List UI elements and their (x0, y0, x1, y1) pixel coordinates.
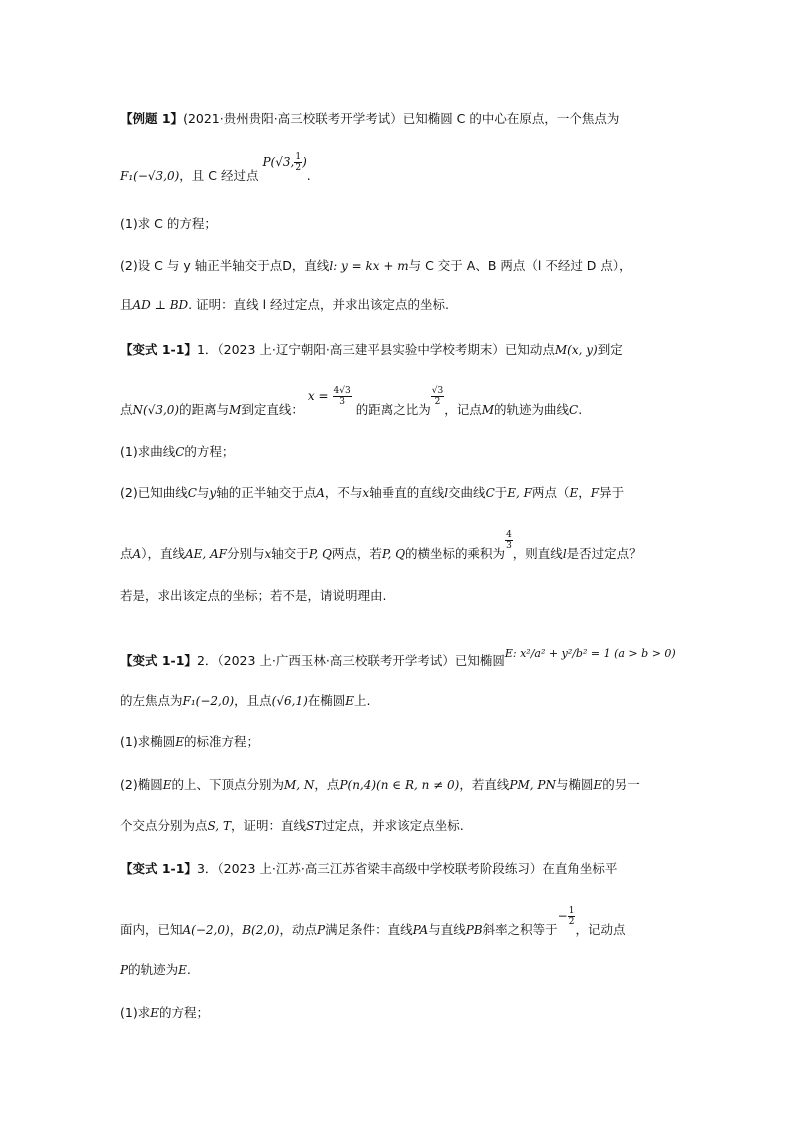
v1-product-frac: $\frac{4}{3}$ (506, 530, 512, 551)
ex1-q2-line-1: (2)设 C 与 y 轴正半轴交于点D，直线l: y = kx + m与 C 交于 A、B 两点（l 不经过 D 点）， (120, 258, 632, 273)
v1-q2-line-3: 若是，求出该定点的坐标；若不是，请说明理由. (120, 588, 387, 603)
v2-q2-line-2: 个交点分别为点S, T，证明：直线ST过定点，并求该定点坐标. (120, 818, 464, 833)
ex1-intro: 已知椭圆 C 的中心在原点，一个焦点为 (402, 111, 620, 126)
v1-x-frac: $\frac{4√3}{3}$ (333, 386, 351, 407)
ex1-source: (2021·贵州贵阳·高三校联考开学考试） (183, 111, 403, 126)
v2-line-2: 的左焦点为F₁(−2,0)，且点(√6,1)在椭圆E上. (120, 693, 371, 708)
v2-ellipse-eq: E: x²/a² + y²/b² = 1 (a > b > 0) (504, 647, 676, 660)
v1-q1: (1)求曲线C的方程； (120, 444, 235, 459)
ex1-q2-line-2: 且AD ⊥ BD. 证明：直线 l 经过定点，并求出该定点的坐标. (120, 297, 449, 312)
v3-line-3: P的轨迹为E. (120, 962, 191, 977)
ex1-perp: AD ⊥ BD (132, 298, 189, 312)
v3-line-1: 【变式 1-1】3．（2023 上·江苏·高三江苏省梁丰高级中学校联考阶段练习）在直角坐标平 (120, 861, 618, 876)
v1-ratio-frac: $\frac{√3}{2}$ (431, 386, 444, 407)
ex1-line-1 (120, 110, 680, 128)
ex1-q1: (1)求 C 的方程； (120, 216, 217, 231)
ex1-line-l: l: y = kx + m (329, 259, 409, 273)
ex1-line-2: F₁(−√3,0)，且 C 经过点 P(√3, $\frac{1}{2}$ ). (120, 152, 311, 183)
v2-q2-line-1: (2)椭圆E的上、下顶点分别为M, N，点P(n,4)(n ∈ R, n ≠ 0)，若直线PM, PN与椭圆E的另一 (120, 777, 640, 792)
ex1-f1: F₁(−√3,0) (120, 169, 180, 183)
v3-line-2: 面内，已知A(−2,0)，B(2,0)，动点P满足条件：直线PA与直线PB斜率之积等于− $\frac{1}{2}$ ，记动点 (120, 906, 626, 937)
v2-line-1: 【变式 1-1】2．（2023 上·广西玉林·高三校联考开学考试）已知椭圆E: x²/a² + y²/b² = 1 (a > b > 0) (120, 647, 676, 668)
v1-line-2: 点N(√3,0)的距离与M到定直线： x = $\frac{4√3}{3}$ 的距离之比为 $\frac{√3}{2}$ ，记点M的轨迹为曲线C. (120, 386, 583, 417)
v2-tag: 【变式 1-1】 (120, 653, 197, 668)
v2-q1: (1)求椭圆E的标准方程； (120, 734, 259, 749)
ex1-p-frac: $\frac{1}{2}$ (295, 152, 302, 173)
v1-line-1: 【变式 1-1】1．（2023 上·辽宁朝阳·高三建平县实验中学校考期末）已知动点M(x, y)到定 (120, 342, 623, 357)
v3-tag: 【变式 1-1】 (120, 861, 197, 876)
v3-q1: (1)求E的方程； (120, 1005, 209, 1020)
v1-q2-line-1: (2)已知曲线C与y轴的正半轴交于点A，不与x轴垂直的直线l交曲线C于E, F两点（E，F异于 (120, 485, 625, 500)
ex1-p: P(√3, (262, 155, 295, 169)
v3-slope-frac: $\frac{1}{2}$ (568, 906, 575, 927)
ex1-passes: ，且 C 经过点 (179, 168, 259, 183)
ex1-tag: 【例题 1】 (120, 111, 184, 126)
v1-tag: 【变式 1-1】 (120, 342, 197, 357)
v1-q2-line-2: 点A），直线AE, AF分别与x轴交于P, Q两点，若P, Q的横坐标的乘积为 $\frac{4}{3}$ ，则直线l是否过定点？ (120, 530, 642, 561)
